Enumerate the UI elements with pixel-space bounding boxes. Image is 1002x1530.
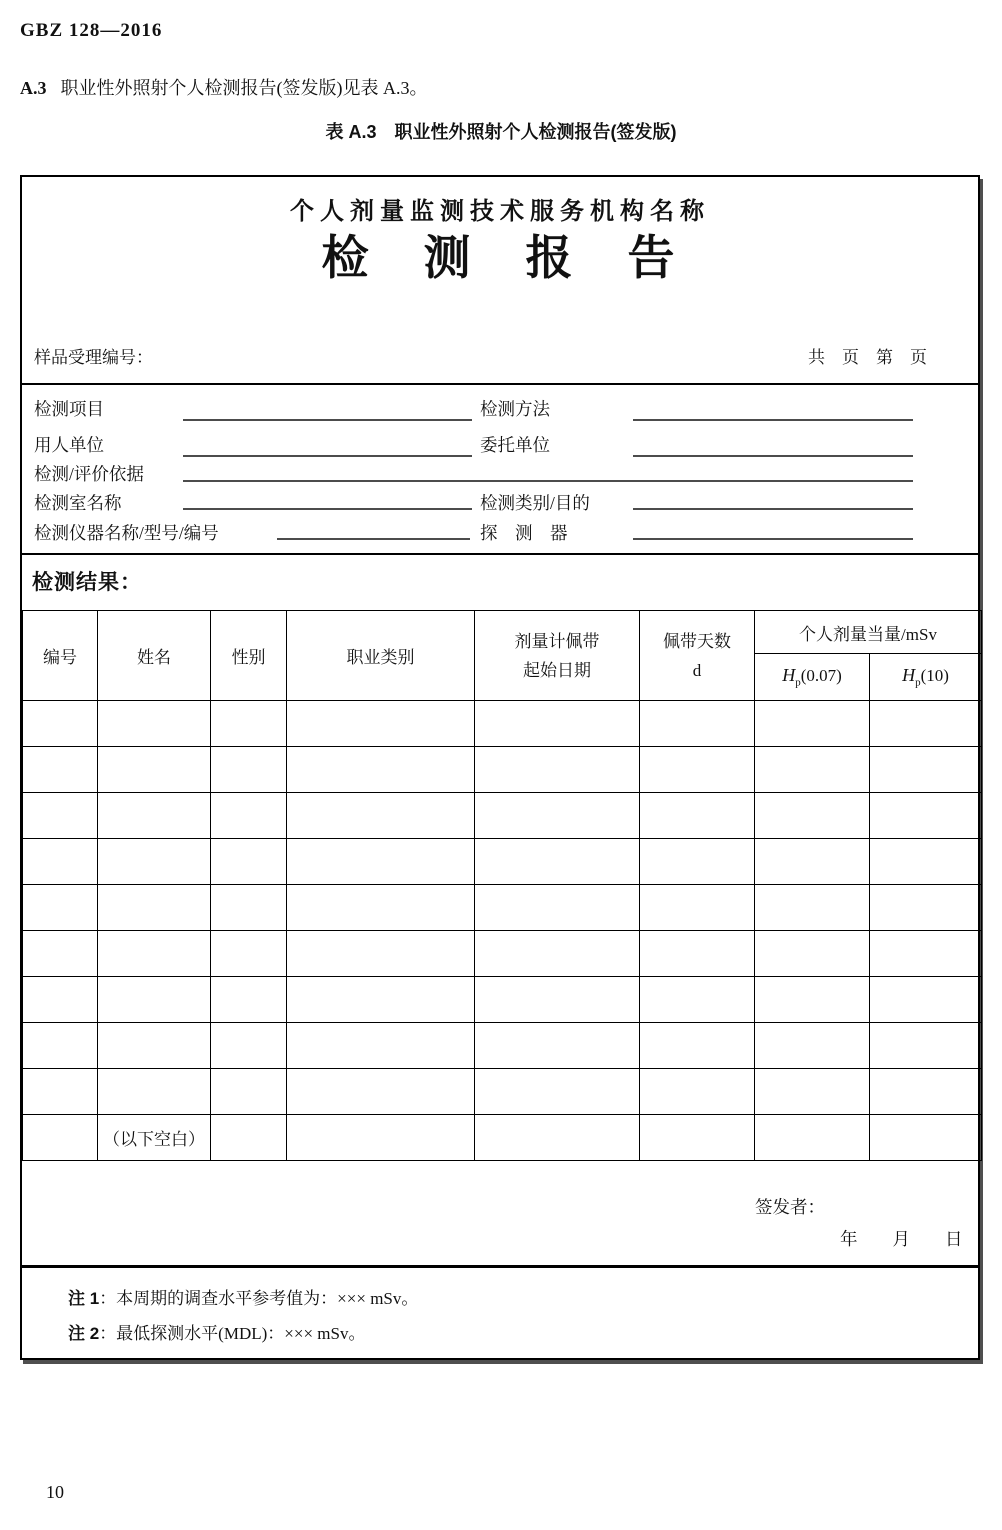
empty-result-row [23, 977, 982, 1023]
empty-cell [287, 977, 475, 1023]
empty-cell [475, 977, 640, 1023]
empty-cell [211, 977, 287, 1023]
empty-cell [640, 977, 755, 1023]
sample-no-label: 样品受理编号： [34, 348, 153, 367]
empty-cell [755, 1069, 870, 1115]
field-label-detector: 探 测 器 [480, 523, 568, 543]
empty-cell [23, 931, 98, 977]
field-underline-employer [183, 455, 472, 457]
empty-cell [211, 839, 287, 885]
col-header-sex: 性别 [211, 611, 287, 701]
field-underline-test-method [633, 419, 913, 421]
empty-cell [640, 1115, 755, 1161]
pagination-label: 共 页 第 页 [808, 348, 927, 367]
empty-cell [475, 931, 640, 977]
empty-cell [640, 839, 755, 885]
empty-result-row [23, 793, 982, 839]
empty-cell [98, 885, 211, 931]
page-number: 10 [46, 1482, 64, 1502]
empty-cell [98, 747, 211, 793]
col-header-wear-start [475, 611, 640, 701]
empty-result-row [23, 839, 982, 885]
empty-cell [640, 793, 755, 839]
empty-cell [211, 931, 287, 977]
standard-number: GBZ 128—2016 [20, 20, 163, 41]
empty-cell [23, 1069, 98, 1115]
empty-cell [870, 885, 982, 931]
field-underline-client [633, 455, 913, 457]
empty-cell [640, 1069, 755, 1115]
empty-cell [23, 701, 98, 747]
empty-result-row [23, 885, 982, 931]
signer-label: 签发者： [755, 1197, 825, 1217]
field-label-instrument: 检测仪器名称/型号/编号 [34, 523, 219, 543]
hp-symbol: H [902, 665, 916, 686]
field-label-test-category: 检测类别/目的 [480, 493, 590, 513]
field-label-client: 委托单位 [480, 435, 550, 455]
empty-cell [475, 885, 640, 931]
note-2-label: 注 2 [68, 1324, 100, 1343]
divider [22, 553, 978, 555]
empty-cell [755, 701, 870, 747]
col-header-wear-days [640, 611, 755, 701]
hp-arg: (0.07) [800, 666, 842, 686]
field-underline-instrument [277, 538, 470, 540]
col-header-occupation: 职业类别 [287, 611, 475, 701]
empty-cell [640, 747, 755, 793]
col-header-name: 姓名 [98, 611, 211, 701]
field-underline-lab-name [183, 508, 472, 510]
empty-cell [98, 1023, 211, 1069]
note-1-label: 注 1 [68, 1289, 100, 1308]
empty-cell [475, 839, 640, 885]
empty-cell [755, 793, 870, 839]
col-header-hp007 [755, 654, 870, 701]
empty-cell [98, 839, 211, 885]
empty-cell [870, 839, 982, 885]
empty-cell [211, 885, 287, 931]
field-label-test-item: 检测项目 [34, 399, 104, 419]
empty-cell [755, 1023, 870, 1069]
col-header-wear-start-line1: 剂量计佩带 [514, 631, 600, 651]
date-line: 年 月 日 [840, 1229, 963, 1249]
col-header-hp10 [870, 654, 982, 701]
empty-cell [475, 1115, 640, 1161]
empty-cell [211, 701, 287, 747]
results-table [22, 610, 982, 1161]
hp-symbol: H [782, 665, 796, 686]
col-header-wear-days-line1: 佩带天数 [663, 631, 731, 651]
col-header-wear-days-line2: d [692, 660, 702, 680]
table-header-row [23, 611, 982, 654]
empty-cell [870, 1115, 982, 1161]
empty-cell [287, 931, 475, 977]
empty-cell [23, 747, 98, 793]
empty-cell [475, 793, 640, 839]
empty-cell [23, 839, 98, 885]
empty-cell [211, 793, 287, 839]
divider [22, 383, 978, 385]
field-underline-test-item [183, 419, 472, 421]
empty-result-row [23, 747, 982, 793]
empty-cell [755, 977, 870, 1023]
empty-cell [870, 747, 982, 793]
clause-text: 职业性外照射个人检测报告(签发版)见表 A.3。 [60, 78, 428, 98]
report-form-box [20, 175, 980, 1360]
empty-cell [640, 931, 755, 977]
empty-cell [475, 1069, 640, 1115]
empty-cell [870, 977, 982, 1023]
hp-subscript: p [795, 676, 801, 689]
notes-divider [22, 1265, 978, 1268]
org-name: 个人剂量监测技术服务机构名称 [290, 198, 710, 225]
empty-cell [287, 885, 475, 931]
table-caption: 表 A.3 职业性外照射个人检测报告(签发版) [325, 122, 677, 142]
empty-cell [98, 793, 211, 839]
empty-cell [98, 977, 211, 1023]
empty-cell [211, 747, 287, 793]
empty-cell [870, 1023, 982, 1069]
empty-cell [755, 1115, 870, 1161]
empty-cell [755, 747, 870, 793]
empty-cell [870, 931, 982, 977]
field-label-employer: 用人单位 [34, 435, 104, 455]
field-underline-detector [633, 538, 913, 540]
empty-cell [287, 1023, 475, 1069]
empty-cell [755, 931, 870, 977]
empty-cell [475, 1023, 640, 1069]
empty-cell [870, 701, 982, 747]
empty-cell [475, 747, 640, 793]
clause-number: A.3 [20, 78, 47, 98]
empty-cell [287, 1115, 475, 1161]
empty-cell [23, 977, 98, 1023]
empty-cell [98, 701, 211, 747]
report-title: 检 测 报 告 [321, 233, 679, 285]
field-label-test-method: 检测方法 [480, 399, 550, 419]
note-2-text: ：最低探测水平(MDL)：××× mSv。 [99, 1324, 366, 1343]
empty-cell [287, 793, 475, 839]
hp-arg: (10) [920, 666, 949, 686]
field-underline-test-category [633, 508, 913, 510]
empty-cell [287, 747, 475, 793]
col-header-no: 编号 [23, 611, 98, 701]
empty-cell [475, 701, 640, 747]
empty-result-row [23, 1023, 982, 1069]
empty-cell [640, 701, 755, 747]
hp-subscript: p [915, 676, 921, 689]
col-header-wear-start-line2: 起始日期 [523, 660, 591, 680]
empty-result-row [23, 701, 982, 747]
note-2 [68, 1319, 365, 1344]
field-label-basis: 检测/评价依据 [34, 464, 144, 484]
empty-cell [640, 885, 755, 931]
col-header-dose-group: 个人剂量当量/mSv [755, 611, 982, 654]
empty-cell [211, 1023, 287, 1069]
empty-cell [23, 1023, 98, 1069]
empty-cell [23, 1115, 98, 1161]
empty-cell [287, 839, 475, 885]
results-section-label: 检测结果： [32, 571, 142, 594]
empty-cell [755, 839, 870, 885]
note-1 [68, 1284, 418, 1309]
results-table-body [23, 701, 982, 1161]
empty-cell [211, 1069, 287, 1115]
empty-cell [755, 885, 870, 931]
empty-cell [287, 1069, 475, 1115]
blank-below-cell: （以下空白） [98, 1115, 211, 1161]
empty-result-row [23, 931, 982, 977]
empty-cell [23, 793, 98, 839]
field-label-lab-name: 检测室名称 [34, 493, 122, 513]
note-1-text: ：本周期的调查水平参考值为：××× mSv。 [99, 1289, 419, 1308]
empty-cell [23, 885, 98, 931]
empty-cell [870, 793, 982, 839]
empty-cell [870, 1069, 982, 1115]
empty-cell [287, 701, 475, 747]
empty-cell [98, 1069, 211, 1115]
empty-result-row [23, 1069, 982, 1115]
empty-cell [211, 1115, 287, 1161]
field-underline-basis [183, 480, 913, 482]
clause-a3 [20, 74, 428, 100]
blank-below-row [23, 1115, 982, 1161]
empty-cell [98, 931, 211, 977]
empty-cell [640, 1023, 755, 1069]
